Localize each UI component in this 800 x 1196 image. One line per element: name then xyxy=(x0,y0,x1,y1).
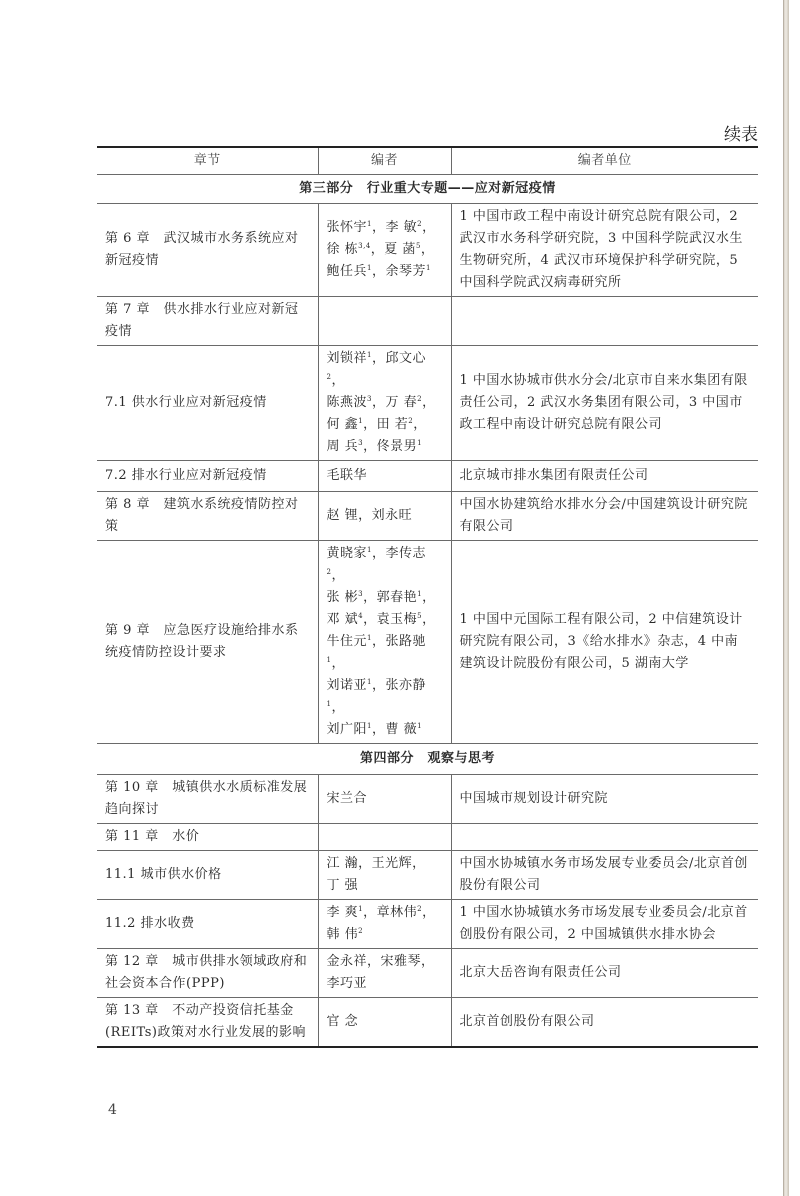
affiliation-cell xyxy=(451,297,758,346)
affiliation-marker: 2 xyxy=(417,905,423,913)
affiliation-marker: 3 xyxy=(358,590,364,598)
affiliation-marker: 1 xyxy=(367,722,372,730)
header-chapter: 章节 xyxy=(97,147,318,175)
chapter-cell: 7.1 供水行业应对新冠疫情 xyxy=(97,346,318,461)
affiliation-marker: 1 xyxy=(326,656,332,664)
table-row xyxy=(97,541,758,744)
affiliation-cell: 1 中国水协城镇水务市场发展专业委员会/北京首创股份有限公司，2 中国城镇供水排水协会 xyxy=(451,900,758,949)
author-name: 章林伟 xyxy=(376,905,418,920)
author-line: 刘广阳$^1$，曹 薇$^1$ xyxy=(326,722,423,737)
author-line: 邓 斌$^4$，袁玉梅$^5$， xyxy=(326,612,436,627)
author-line: 张 彬$^3$，郭春艳$^1$， xyxy=(326,590,436,605)
affiliation-marker: 5 xyxy=(415,242,421,250)
author-line xyxy=(327,1011,443,1033)
authors-cell xyxy=(318,824,451,851)
table-row xyxy=(97,204,758,297)
author-name: 毛联华 xyxy=(326,468,368,483)
table-row xyxy=(97,998,758,1048)
author-line xyxy=(327,924,443,946)
author-line: 陈燕波$^3$，万 春$^2$， xyxy=(326,395,436,410)
affiliation-marker: 1 xyxy=(426,264,431,272)
affiliation-marker: 2 xyxy=(408,417,414,425)
chapter-cell: 第 6 章 武汉城市水务系统应对新冠疫情 xyxy=(97,204,318,297)
author-name: 赵 锂 xyxy=(326,508,359,523)
author-line: 牛住元$^1$，张路驰$^1$， xyxy=(326,634,427,671)
author-name: 张 彬 xyxy=(326,590,359,605)
chapter-cell: 第 7 章 供水排水行业应对新冠疫情 xyxy=(97,297,318,346)
author-line: 赵 锂，刘永旺 xyxy=(326,508,413,523)
affiliation-marker: 3,4 xyxy=(358,242,371,250)
part-3-heading: 第三部分 行业重大专题——应对新冠疫情 xyxy=(97,175,758,204)
affiliation-cell: 北京城市排水集团有限责任公司 xyxy=(451,461,758,492)
author-name: 郭春艳 xyxy=(376,590,418,605)
header-editors: 编者 xyxy=(318,147,451,175)
chapter-cell: 第 10 章 城镇供水水质标准发展趋向探讨 xyxy=(97,775,318,824)
author-line: 刘锁祥$^1$，邱文心$^2$， xyxy=(326,351,427,388)
part-4-heading: 第四部分 观察与思考 xyxy=(97,744,758,775)
affiliation-marker: 1 xyxy=(417,439,423,447)
affiliation-marker: 5 xyxy=(417,612,423,620)
author-name: 佟景男 xyxy=(376,439,418,454)
affiliation-marker: 2 xyxy=(326,568,332,576)
author-line: 江 瀚，王光辉， xyxy=(326,856,426,871)
author-line: 何 鑫$^1$，田 若$^2$， xyxy=(326,417,427,432)
chapter-cell: 第 13 章 不动产投资信托基金(REITs)政策对水行业发展的影响 xyxy=(97,998,318,1048)
author-name: 丁 强 xyxy=(326,878,359,893)
author-name: 张路驰 xyxy=(385,634,427,649)
author-name: 宋雅琴 xyxy=(380,954,422,969)
table-row xyxy=(97,824,758,851)
affiliation-marker: 2 xyxy=(417,395,423,403)
author-line: 金永祥，宋雅琴， xyxy=(326,954,435,969)
chapter-cell: 11.1 城市供水价格 xyxy=(97,851,318,900)
affiliation-marker: 1 xyxy=(358,905,364,913)
author-name: 袁玉梅 xyxy=(376,612,418,627)
table-row xyxy=(97,775,758,824)
author-name: 夏 菡 xyxy=(384,242,416,257)
chapter-cell: 第 8 章 建筑水系统疫情防控对策 xyxy=(97,492,318,541)
author-line: 周 兵$^3$，佟景男$^1$ xyxy=(326,439,423,454)
affiliation-marker: 1 xyxy=(417,590,423,598)
affiliation-marker: 1 xyxy=(367,220,372,228)
affiliation-cell xyxy=(451,824,758,851)
author-line: 刘诺亚$^1$，张亦静$^1$， xyxy=(326,678,427,715)
author-name: 李巧亚 xyxy=(326,976,368,991)
part-4-heading-row xyxy=(97,744,758,775)
authors-cell xyxy=(318,204,451,297)
author-name: 黄晓家 xyxy=(326,546,368,561)
author-line: 徐 栋$^{3,4}$，夏 菡$^5$， xyxy=(326,242,435,257)
header-affiliation: 编者单位 xyxy=(451,147,758,175)
authors-cell xyxy=(318,346,451,461)
affiliation-cell: 1 中国水协城市供水分会/北京市自来水集团有限责任公司，2 武汉水务集团有限公司，3 中国市政工程中南设计研究总院有限公司 xyxy=(451,346,758,461)
author-name: 刘广阳 xyxy=(326,722,368,737)
continued-label: 续表 xyxy=(724,125,758,145)
affiliation-cell: 北京首创股份有限公司 xyxy=(451,998,758,1048)
author-name: 万 春 xyxy=(385,395,418,410)
author-name: 周 兵 xyxy=(326,439,359,454)
authors-cell xyxy=(318,297,451,346)
authors-cell xyxy=(318,775,451,824)
affiliation-cell: 1 中国中元国际工程有限公司，2 中信建筑设计研究院有限公司，3《给水排水》杂志，4 中南建筑设计院股份有限公司，5 湖南大学 xyxy=(451,541,758,744)
author-name: 宋兰合 xyxy=(326,791,368,806)
author-line: 张怀宇$^1$，李 敏$^2$， xyxy=(326,220,436,235)
affiliation-marker: 3 xyxy=(367,395,372,403)
affiliation-cell: 中国水协城镇水务市场发展专业委员会/北京首创股份有限公司 xyxy=(451,851,758,900)
affiliation-marker: 1 xyxy=(367,678,372,686)
affiliation-cell: 中国水协建筑给水排水分会/中国建筑设计研究院有限公司 xyxy=(451,492,758,541)
affiliation-marker: 1 xyxy=(367,634,372,642)
affiliation-marker: 1 xyxy=(367,264,372,272)
author-line xyxy=(327,788,443,810)
author-name: 张怀宇 xyxy=(326,220,368,235)
authors-cell xyxy=(318,461,451,492)
author-name: 刘永旺 xyxy=(371,508,413,523)
table-row xyxy=(97,492,758,541)
affiliation-marker: 1 xyxy=(358,417,364,425)
affiliation-marker: 4 xyxy=(358,612,364,620)
author-name: 邓 斌 xyxy=(326,612,359,627)
affiliation-marker: 1 xyxy=(367,546,372,554)
chapter-cell: 第 9 章 应急医疗设施给排水系统疫情防控设计要求 xyxy=(97,541,318,744)
affiliation-marker: 3 xyxy=(358,439,364,447)
affiliation-marker: 2 xyxy=(358,927,364,935)
chapter-cell: 7.2 排水行业应对新冠疫情 xyxy=(97,461,318,492)
authors-cell xyxy=(318,900,451,949)
author-name: 鲍任兵 xyxy=(326,264,368,279)
affiliation-cell: 北京大岳咨询有限责任公司 xyxy=(451,949,758,998)
author-name: 何 鑫 xyxy=(326,417,359,432)
author-line xyxy=(327,973,443,995)
author-name: 张亦静 xyxy=(385,678,427,693)
author-name: 牛住元 xyxy=(326,634,368,649)
chapter-cell: 第 12 章 城市供排水领域政府和社会资本合作(PPP) xyxy=(97,949,318,998)
authors-cell xyxy=(318,541,451,744)
table-header-row xyxy=(97,147,758,175)
author-line xyxy=(327,875,443,897)
editors-table xyxy=(97,146,758,1048)
author-name: 李 爽 xyxy=(326,905,359,920)
table-row xyxy=(97,346,758,461)
author-name: 王光辉 xyxy=(371,856,413,871)
authors-cell xyxy=(318,998,451,1048)
author-name: 李 敏 xyxy=(385,220,418,235)
affiliation-cell: 中国城市规划设计研究院 xyxy=(451,775,758,824)
author-name: 余琴芳 xyxy=(385,264,427,279)
authors-cell xyxy=(318,492,451,541)
author-name: 江 瀚 xyxy=(326,856,359,871)
author-name: 田 若 xyxy=(376,417,409,432)
table-row xyxy=(97,461,758,492)
author-line: 黄晓家$^1$，李传志$^2$， xyxy=(326,546,427,583)
table-row xyxy=(97,949,758,998)
affiliation-marker: 1 xyxy=(417,722,423,730)
table-row xyxy=(97,900,758,949)
author-name: 徐 栋 xyxy=(326,242,359,257)
affiliation-marker: 2 xyxy=(417,220,423,228)
author-name: 官 念 xyxy=(326,1014,359,1029)
affiliation-marker: 1 xyxy=(367,351,372,359)
author-name: 金永祥 xyxy=(326,954,368,969)
affiliation-marker: 2 xyxy=(326,373,332,381)
author-name: 邱文心 xyxy=(385,351,427,366)
table-row xyxy=(97,851,758,900)
author-name: 刘锁祥 xyxy=(326,351,368,366)
table-row xyxy=(97,297,758,346)
author-name: 曹 薇 xyxy=(385,722,418,737)
author-name: 李传志 xyxy=(385,546,427,561)
author-name: 陈燕波 xyxy=(326,395,368,410)
chapter-cell: 第 11 章 水价 xyxy=(97,824,318,851)
author-name: 刘诺亚 xyxy=(326,678,368,693)
chapter-cell: 11.2 排水收费 xyxy=(97,900,318,949)
part-3-heading-row xyxy=(97,175,758,204)
affiliation-cell: 1 中国市政工程中南设计研究总院有限公司，2 武汉市水务科学研究院，3 中国科学院武汉水生生物研究所，4 武汉市环境保护科学研究院，5 中国科学院武汉病毒研究所 xyxy=(451,204,758,297)
author-line: 鲍任兵$^1$，余琴芳$^1$ xyxy=(326,264,431,279)
authors-cell xyxy=(318,851,451,900)
author-line xyxy=(327,465,443,487)
author-line: 李 爽$^1$，章林伟$^2$， xyxy=(326,905,436,920)
page-number: 4 xyxy=(108,1102,117,1118)
authors-cell xyxy=(318,949,451,998)
author-name: 韩 伟 xyxy=(326,927,359,942)
page-edge xyxy=(783,0,789,1196)
affiliation-marker: 1 xyxy=(326,700,332,708)
